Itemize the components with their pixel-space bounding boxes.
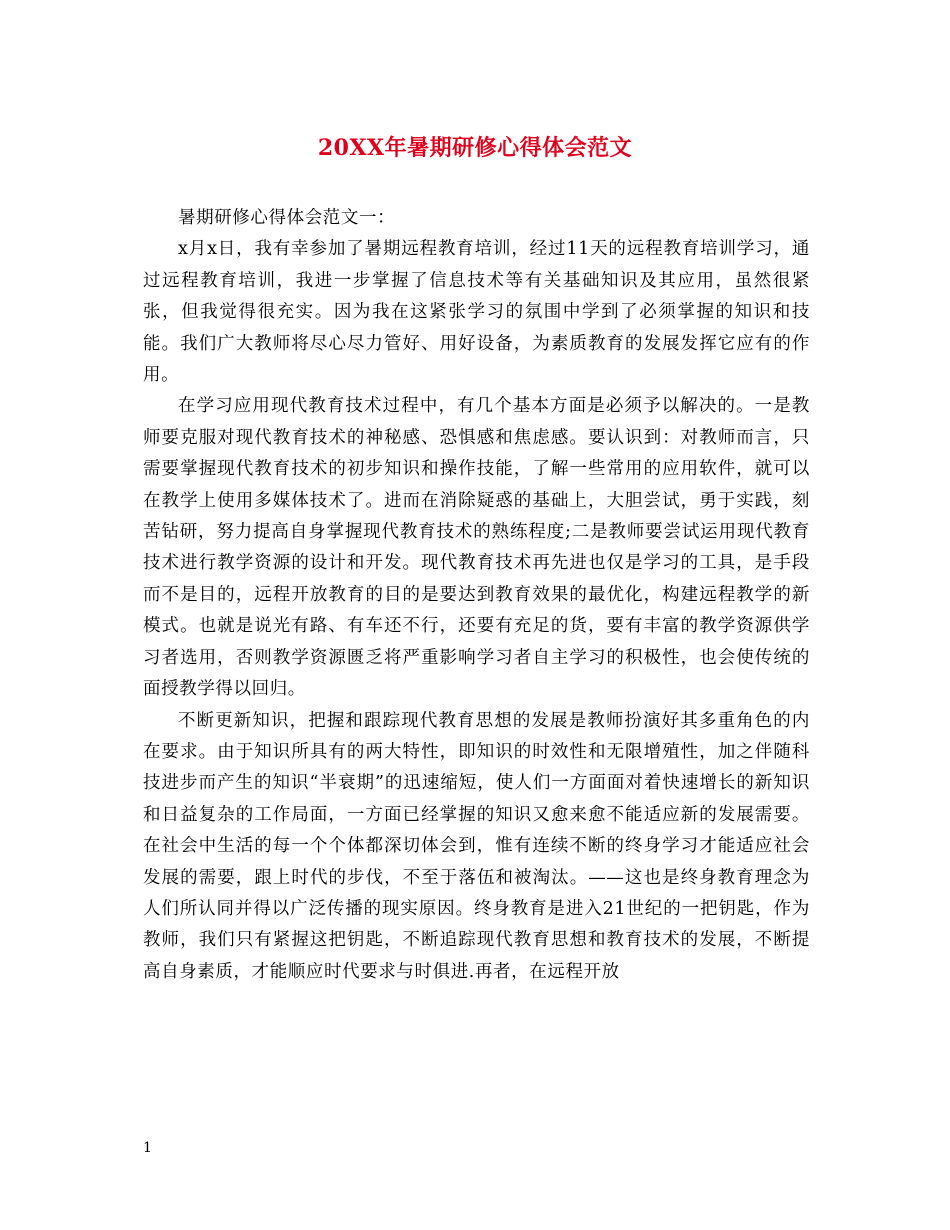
page-number: 1: [143, 1140, 152, 1156]
paragraph: x月x日，我有幸参加了暑期远程教育培训，经过11天的远程教育培训学习，通过远程教育培训，我进一步掌握了信息技术等有关基础知识及其应用，虽然很紧张，但我觉得很充实。因为我在这紧张学习的氛围中学到了必须掌握的知识和技能。我们广大教师将尽心尽力管好、用好设备，为素质教育的发展发挥它应有的作用。: [143, 239, 810, 386]
document-title: 20XX年暑期研修心得体会范文: [317, 135, 633, 161]
paragraph: 不断更新知识，把握和跟踪现代教育思想的发展是教师扮演好其多重角色的内在要求。由于知识所具有的两大特性，即知识的时效性和无限增殖性，加之伴随科技进步而产生的知识“半衰期”的迅速缩短，使人们一方面面对着快速增长的新知识和日益复杂的工作局面，一方面已经掌握的知识又愈来愈不能适应新的发展需要。在社会中生活的每一个个体都深切体会到，惟有连续不断的终身学习才能适应社会发展的需要，跟上时代的步伐，不至于落伍和被淘汰。——这也是终身教育理念为人们所认同并得以广泛传播的现实原因。终身教育是进入21世纪的一把钥匙，作为教师，我们只有紧握这把钥匙，不断追踪现代教育思想和教育技术的发展，不断提高自身素质，才能顺应时代要求与时俱进.再者，在远程开放: [143, 710, 810, 982]
paragraph-heading: 暑期研修心得体会范文一：: [178, 208, 396, 228]
document-body: [143, 203, 810, 988]
paragraph: 在学习应用现代教育技术过程中，有几个基本方面是必须予以解决的。一是教师要克服对现代教育技术的神秘感、恐惧感和焦虑感。要认识到：对教师而言，只需要掌握现代教育技术的初步知识和操作技能，了解一些常用的应用软件，就可以在教学上使用多媒体技术了。进而在消除疑惑的基础上，大胆尝试，勇于实践，刻苦钻研，努力提高自身掌握现代教育技术的熟练程度;二是教师要尝试运用现代教育技术进行教学资源的设计和开发。现代教育技术再先进也仅是学习的工具，是手段而不是目的，远程开放教育的目的是要达到教育效果的最优化，构建远程教学的新模式。也就是说光有路、有车还不行，还要有充足的货，要有丰富的教学资源供学习者选用，否则教学资源匮乏将严重影响学习者自主学习的积极性，也会使传统的面授教学得以回归。: [143, 396, 810, 700]
